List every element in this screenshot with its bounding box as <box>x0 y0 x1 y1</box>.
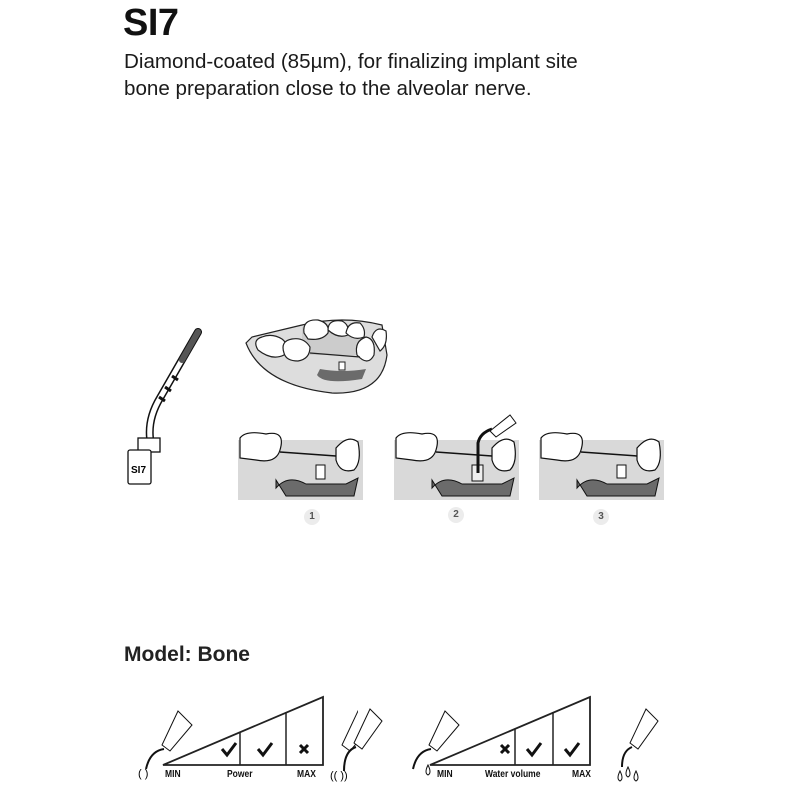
check-icon <box>565 743 579 755</box>
water-title: Water volume <box>485 769 541 780</box>
step-number-2: 2 <box>448 507 464 523</box>
model-label: Model: Bone <box>124 643 250 666</box>
water-max-label: MAX <box>572 769 591 780</box>
check-icon <box>258 743 272 755</box>
check-icon <box>527 743 541 755</box>
cross-icon <box>501 745 509 753</box>
step-number-1: 1 <box>304 509 320 525</box>
description-line-1: Diamond-coated (85µm), for finalizing implant site <box>124 50 578 73</box>
svg-text:(( )): (( )) <box>330 770 348 782</box>
step-2-illustration <box>392 405 522 502</box>
step-3-illustration <box>537 430 667 502</box>
power-title: Power <box>227 769 253 780</box>
check-icon <box>222 743 236 755</box>
description-line-2: bone preparation close to the alveolar nerve. <box>124 77 532 100</box>
low-vibration-icon: ( ) <box>138 768 149 780</box>
jaw-illustration <box>242 315 394 400</box>
product-title: SI7 <box>123 2 179 44</box>
step-number-3: 3 <box>593 509 609 525</box>
step-1-illustration <box>236 430 366 502</box>
tip-illustration <box>120 320 215 490</box>
power-min-label: MIN <box>165 769 181 780</box>
handpiece-high-water-icon <box>610 705 660 785</box>
cross-icon <box>300 745 308 753</box>
tool-label: SI7 <box>131 465 147 476</box>
water-drop-icon <box>426 765 430 775</box>
water-min-label: MIN <box>437 769 453 780</box>
handpiece-high-vibration-icon <box>328 705 388 785</box>
handpiece-icon <box>146 711 192 769</box>
power-max-label: MAX <box>297 769 316 780</box>
